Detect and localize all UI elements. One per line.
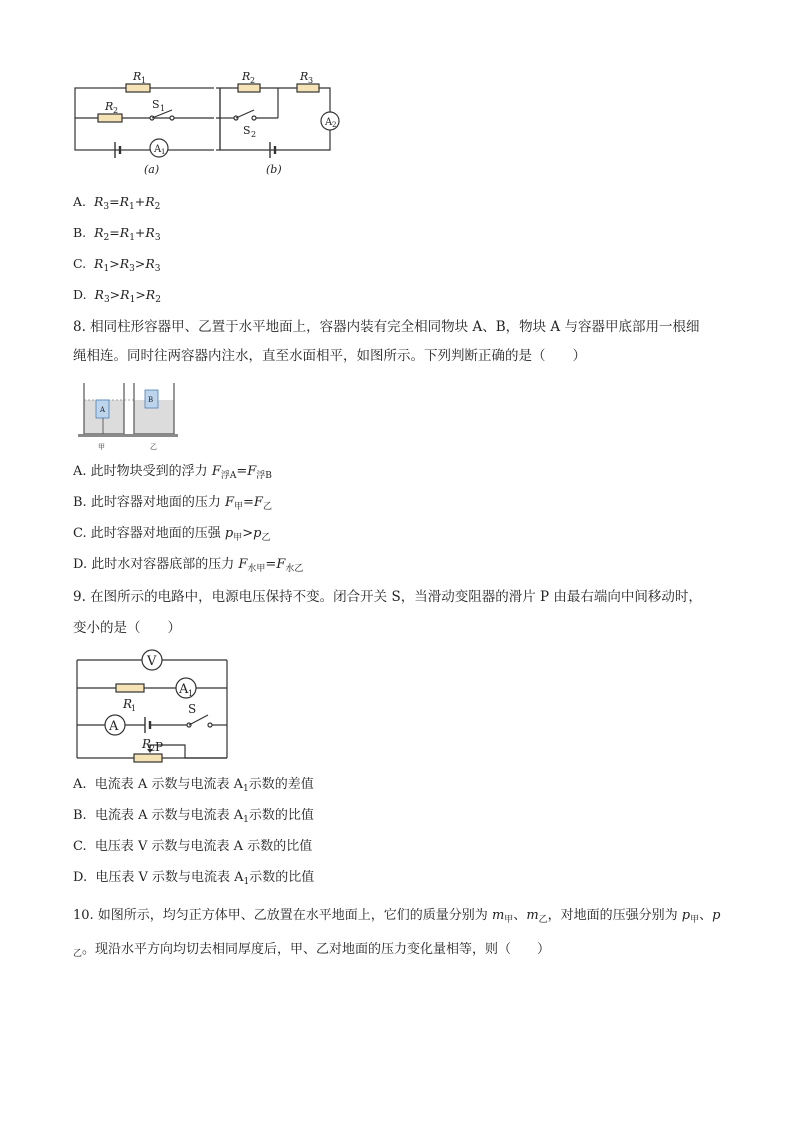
- svg-text:A: A: [100, 406, 106, 414]
- q9-stem-line2: 变小的是（ ）: [73, 620, 181, 636]
- q7-option-b: B. $R_2=R_1+R_3$: [73, 225, 161, 243]
- svg-text:A: A: [109, 719, 119, 734]
- svg-text:A: A: [179, 682, 189, 697]
- figure-q9-circuit: [70, 645, 240, 765]
- q9-option-b: B. 电流表 A 示数与电流表 $A_1$示数的比值: [73, 808, 314, 825]
- q8-option-d: D. 此时水对容器底部的压力 $F_{水甲}=F_{水乙}$: [73, 557, 304, 574]
- q8-option-a: A. 此时物块受到的浮力 $F_{浮A}=F_{浮B}$: [73, 464, 272, 481]
- svg-text:A: A: [325, 117, 333, 128]
- svg-text:2: 2: [251, 130, 257, 139]
- q7-option-a: A. $R_3=R_1+R_2$: [73, 194, 161, 212]
- svg-text:1: 1: [141, 76, 147, 85]
- svg-text:R: R: [142, 737, 152, 751]
- svg-text:乙: 乙: [150, 443, 157, 451]
- svg-text:P: P: [155, 740, 164, 754]
- svg-text:2: 2: [250, 76, 256, 85]
- svg-text:2: 2: [113, 106, 119, 115]
- figure-q7-circuits: [60, 60, 360, 185]
- q8-option-b: B. 此时容器对地面的压力 $F_甲=F_乙$: [73, 495, 272, 512]
- svg-text:1: 1: [131, 704, 137, 713]
- svg-text:(b): (b): [266, 163, 282, 176]
- svg-text:R: R: [123, 697, 133, 711]
- svg-text:A: A: [154, 144, 162, 155]
- svg-text:S: S: [243, 124, 251, 137]
- svg-text:R: R: [105, 100, 114, 113]
- svg-text:S: S: [152, 98, 160, 111]
- svg-text:1: 1: [188, 689, 194, 698]
- figure-q8-containers: [76, 378, 180, 454]
- svg-text:1: 1: [161, 148, 166, 156]
- svg-text:1: 1: [160, 104, 166, 113]
- q9-option-c: C. 电压表 V 示数与电流表 A 示数的比值: [73, 839, 313, 854]
- q8-option-c: C. 此时容器对地面的压强 $p_甲>p_乙$: [73, 526, 271, 543]
- svg-text:2: 2: [332, 121, 337, 129]
- svg-text:3: 3: [308, 76, 314, 85]
- svg-text:R: R: [133, 70, 142, 83]
- q8-stem-line2: 绳相连。同时往两容器内注水，直至水面相平，如图所示。下列判断正确的是（ ）: [73, 348, 586, 364]
- q9-option-d: D. 电压表 V 示数与电流表 $A_1$示数的比值: [73, 870, 315, 887]
- q9-option-a: A. 电流表 A 示数与电流表 $A_1$示数的差值: [73, 777, 314, 794]
- svg-text:V: V: [147, 654, 157, 669]
- svg-text:甲: 甲: [98, 443, 105, 451]
- svg-text:2: 2: [150, 744, 156, 753]
- svg-text:R: R: [300, 70, 309, 83]
- q8-stem-line1: 8. 相同柱形容器甲、乙置于水平地面上，容器内装有完全相同物块 A、B，物块 A 与容器甲底部用一根细: [73, 319, 700, 335]
- svg-text:B: B: [148, 396, 154, 404]
- q10-stem: 10. 如图所示，均匀正方体甲、乙放置在水平地面上，它们的质量分别为 $m_甲$、$m_乙$，对地面的压强分别为 $p_甲$、$p_乙$。现沿水平方向均切去相同厚度后，甲、乙对地面的压力变化量相等，则（ ）: [73, 908, 721, 959]
- svg-text:R: R: [242, 70, 251, 83]
- svg-text:S: S: [188, 702, 197, 716]
- q7-option-c: C. $R_1>R_3>R_3$: [73, 256, 161, 274]
- q9-stem-line1: 9. 在图所示的电路中，电源电压保持不变。闭合开关 S，当滑动变阻器的滑片 P 由最右端向中间移动时，: [73, 589, 702, 605]
- q7-option-d: D. $R_3>R_1>R_2$: [73, 287, 161, 305]
- svg-text:(a): (a): [144, 163, 160, 176]
